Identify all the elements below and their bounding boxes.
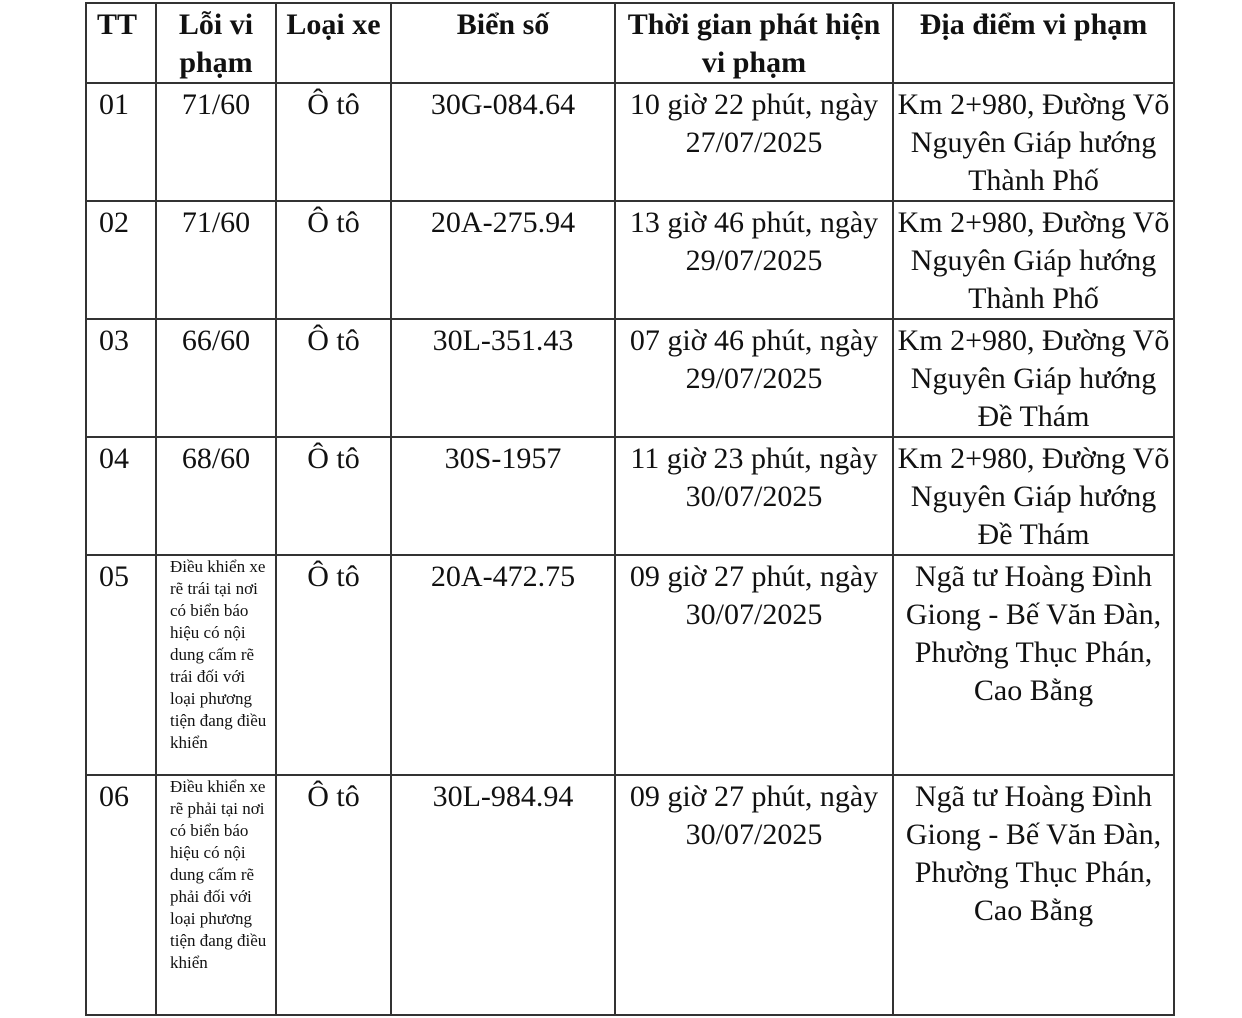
cell-violation: Điều khiển xe rẽ phải tại nơi có biển báo hiệu có nội dung cấm rẽ phải đối với loại phương tiện đang điều khiển (156, 775, 276, 1015)
cell-vehicle: Ô tô (276, 319, 391, 437)
table-row (86, 555, 1174, 775)
cell-location: Ngã tư Hoàng Đình Giong - Bế Văn Đàn, Phường Thục Phán, Cao Bằng (893, 555, 1174, 775)
table-row (86, 201, 1174, 319)
cell-time: 11 giờ 23 phút, ngày 30/07/2025 (615, 437, 893, 555)
table-row (86, 83, 1174, 201)
cell-plate: 30L-351.43 (391, 319, 615, 437)
table-row (86, 319, 1174, 437)
header-vehicle: Loại xe (276, 3, 391, 83)
cell-time: 10 giờ 22 phút, ngày 27/07/2025 (615, 83, 893, 201)
cell-plate: 20A-275.94 (391, 201, 615, 319)
cell-location: Ngã tư Hoàng Đình Giong - Bế Văn Đàn, Phường Thục Phán, Cao Bằng (893, 775, 1174, 1015)
header-plate: Biển số (391, 3, 615, 83)
cell-violation: 66/60 (156, 319, 276, 437)
cell-vehicle: Ô tô (276, 83, 391, 201)
cell-plate: 30L-984.94 (391, 775, 615, 1015)
cell-location: Km 2+980, Đường Võ Nguyên Giáp hướng Đề Thám (893, 319, 1174, 437)
cell-time: 07 giờ 46 phút, ngày 29/07/2025 (615, 319, 893, 437)
cell-violation: 68/60 (156, 437, 276, 555)
header-row (86, 3, 1174, 83)
cell-tt: 01 (86, 83, 156, 201)
header-violation: Lỗi vi phạm (156, 3, 276, 83)
cell-location: Km 2+980, Đường Võ Nguyên Giáp hướng Thành Phố (893, 83, 1174, 201)
cell-plate: 30S-1957 (391, 437, 615, 555)
cell-time: 09 giờ 27 phút, ngày 30/07/2025 (615, 555, 893, 775)
cell-time: 13 giờ 46 phút, ngày 29/07/2025 (615, 201, 893, 319)
cell-time: 09 giờ 27 phút, ngày 30/07/2025 (615, 775, 893, 1015)
cell-tt: 06 (86, 775, 156, 1015)
cell-violation: 71/60 (156, 83, 276, 201)
cell-tt: 02 (86, 201, 156, 319)
cell-vehicle: Ô tô (276, 201, 391, 319)
cell-tt: 05 (86, 555, 156, 775)
header-time: Thời gian phát hiện vi phạm (615, 3, 893, 83)
cell-location: Km 2+980, Đường Võ Nguyên Giáp hướng Thành Phố (893, 201, 1174, 319)
cell-vehicle: Ô tô (276, 437, 391, 555)
violations-table (85, 2, 1175, 1016)
header-location: Địa điểm vi phạm (893, 3, 1174, 83)
cell-tt: 04 (86, 437, 156, 555)
table-row (86, 775, 1174, 1015)
cell-location: Km 2+980, Đường Võ Nguyên Giáp hướng Đề Thám (893, 437, 1174, 555)
cell-violation: Điều khiển xe rẽ trái tại nơi có biển báo hiệu có nội dung cấm rẽ trái đối với loại phương tiện đang điều khiển (156, 555, 276, 775)
cell-tt: 03 (86, 319, 156, 437)
cell-plate: 30G-084.64 (391, 83, 615, 201)
cell-vehicle: Ô tô (276, 775, 391, 1015)
header-tt: TT (86, 3, 156, 83)
cell-plate: 20A-472.75 (391, 555, 615, 775)
table-row (86, 437, 1174, 555)
cell-violation: 71/60 (156, 201, 276, 319)
cell-vehicle: Ô tô (276, 555, 391, 775)
